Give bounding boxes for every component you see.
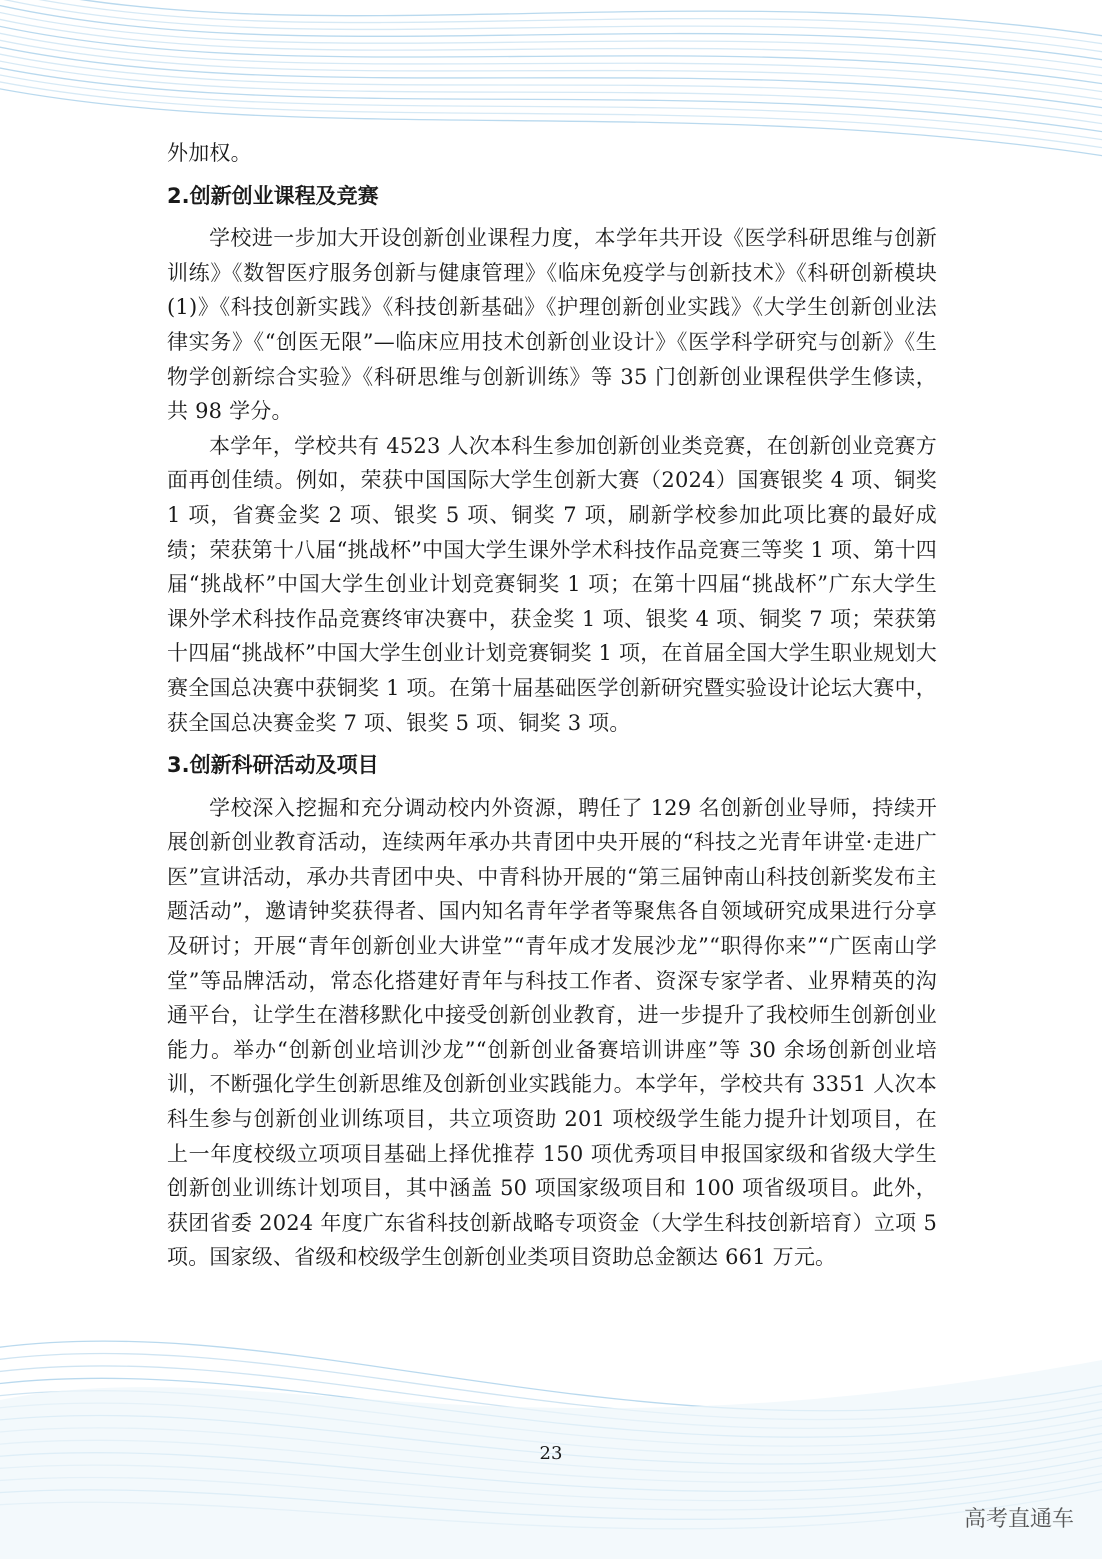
paragraph-research-projects: 学校深入挖掘和充分调动校内外资源，聘任了 129 名创新创业导师，持续开展创新创业教育活动，连续两年承办共青团中央开展的“科技之光青年讲堂·走进广医”宣讲活动，承办共青团中央、中青科协开展的“第三届钟南山科技创新奖发布主题活动”，邀请钟奖获得者、国内知名青年学者等聚焦各自领域研究成果进行分享及研讨；开展“青年创新创业大讲堂”“青年成才发展沙龙”“职得你来”“广医南山学堂”等品牌活动，常态化搭建好青年与科技工作者、资深专家学者、业界精英的沟通平台，让学生在潜移默化中接受创新创业教育，进一步提升了我校师生创新创业能力。举办“创新创业培训沙龙”“创新创业备赛培训讲座”等 30 余场创新创业培训，不断强化学生创新思维及创新创业实践能力。本学年，学校共有 3351 人次本科生参与创新创业训练项目，共立项资助 201 项校级学生能力提升计划项目，在上一年度校级立项项目基础上择优推荐 150 项优秀项目申报国家级和省级大学生创新创业训练计划项目，其中涵盖 50 项国家级项目和 100 项省级项目。此外，获团省委 2024 年度广东省科技创新战略专项资金（大学生科技创新培育）立项 5 项。国家级、省级和校级学生创新创业类项目资助总金额达 661 万元。 <box>167 795 937 1270</box>
top-wave-line <box>0 71 1102 144</box>
section-heading-research-projects: 3.创新科研活动及项目 <box>167 753 379 778</box>
paragraph-courses: 学校进一步加大开设创新创业课程力度，本学年共开设《医学科研思维与创新训练》《数智医疗服务创新与健康管理》《临床免疫学与创新技术》《科研创新模块(1)》《科技创新实践》《科技创新基础》《护理创新创业实践》《大学生创新创业法律实务》《“创医无限”—临床应用技术创新创业设计》《医学科学研究与创新》《生物学创新综合实验》《科研思维与创新训练》等 35 门创新创业课程供学生修读，共 98 学分。 <box>167 226 937 424</box>
section-heading-courses-competitions: 2.创新创业课程及竞赛 <box>167 183 379 208</box>
top-wave-line <box>0 57 1102 128</box>
top-wave-line <box>0 1 1102 64</box>
top-wave-line <box>0 64 1102 136</box>
continuation-text: 外加权。 <box>167 141 252 165</box>
page-content <box>167 136 937 1275</box>
top-wave-line <box>0 43 1102 112</box>
top-wave-line <box>0 0 1102 48</box>
page-number: 23 <box>539 1443 563 1464</box>
paragraph-competitions: 本学年，学校共有 4523 人次本科生参加创新创业类竞赛，在创新创业竞赛方面再创佳绩。例如，荣获中国国际大学生创新大赛（2024）国赛银奖 4 项、铜奖 1 项，省赛金奖 2 项、银奖 5 项、铜奖 7 项，刷新学校参加此项比赛的最好成绩；荣获第十八届“挑战杯”中国大学生课外学术科技作品竞赛三等奖 1 项、第十四届“挑战杯”中国大学生创业计划竞赛铜奖 1 项；在第十四届“挑战杯”广东大学生课外学术科技作品竞赛终审决赛中，获金奖 1 项、银奖 4 项、铜奖 7 项；荣获第十四届“挑战杯”中国大学生创业计划竞赛铜奖 1 项，在首届全国大学生职业规划大赛全国总决赛中获铜奖 1 项。在第十届基础医学创新研究暨实验设计论坛大赛中，获全国总决赛金奖 7 项、银奖 5 项、铜奖 3 项。 <box>167 433 937 735</box>
watermark-text: 高考直通车 <box>963 1507 1074 1532</box>
